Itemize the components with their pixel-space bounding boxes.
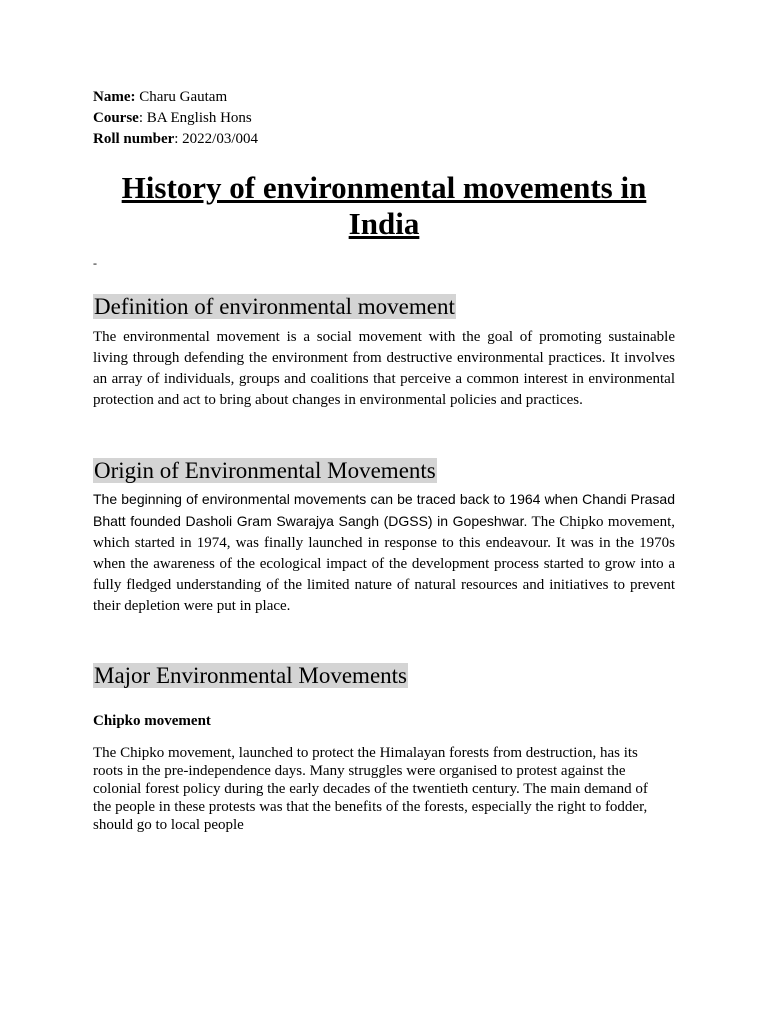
course-value: : BA English Hons <box>138 110 252 126</box>
name-line <box>93 87 258 108</box>
roll-label: Roll number <box>93 131 175 147</box>
definition-heading-text: Definition of environmental movement <box>94 294 455 319</box>
course-label: Course <box>93 110 139 126</box>
definition-heading <box>93 292 456 321</box>
course-line <box>93 108 258 129</box>
major-heading-text: Major Environmental Movements <box>94 663 407 688</box>
origin-paragraph-part1: The beginning of environmental movements can be traced back to 1964 when Chandi Prasad Bhatt founded Dasholi Gram Swarajya Sangh (DGSS) in Gopeshwar. <box>93 491 675 529</box>
definition-paragraph: The environmental movement is a social movement with the goal of promoting sustainable living through defending the environment from destructive environmental practices. It involves an array of individuals, groups and coalitions that perceive a common interest in environmental protection and act to bring about changes in environmental policies and practices. <box>93 329 675 408</box>
major-heading <box>93 661 408 690</box>
chipko-paragraph: The Chipko movement, launched to protect the Himalayan forests from destruction, has its roots in the pre-independence days. Many struggles were organised to protest against the colonial forest policy during the early decades of the twentieth century. The main demand of the people in these protests was that the benefits of the forests, especially the right to fodder, should go to local people <box>93 745 648 833</box>
name-value: Charu Gautam <box>135 89 228 105</box>
roll-line <box>93 129 258 150</box>
chipko-subheading: Chipko movement <box>93 713 211 729</box>
origin-paragraph <box>93 489 675 617</box>
student-info <box>93 87 258 150</box>
origin-heading <box>93 456 437 485</box>
origin-heading-text: Origin of Environmental Movements <box>94 458 436 483</box>
name-label: Name: <box>93 89 136 105</box>
document-title: History of environmental movements in India <box>121 170 647 241</box>
origin-paragraph-part2: The Chipko movement, which started in 1974, was finally launched in response to this endeavour. It was in the 1970s when the awareness of the ecological impact of the development process started to grow into a fully fledged understanding of the limited nature of natural resources and initiatives to prevent their depletion were put in place. <box>93 514 675 614</box>
roll-value: : 2022/03/004 <box>174 131 259 147</box>
stray-dash: - <box>93 256 97 270</box>
